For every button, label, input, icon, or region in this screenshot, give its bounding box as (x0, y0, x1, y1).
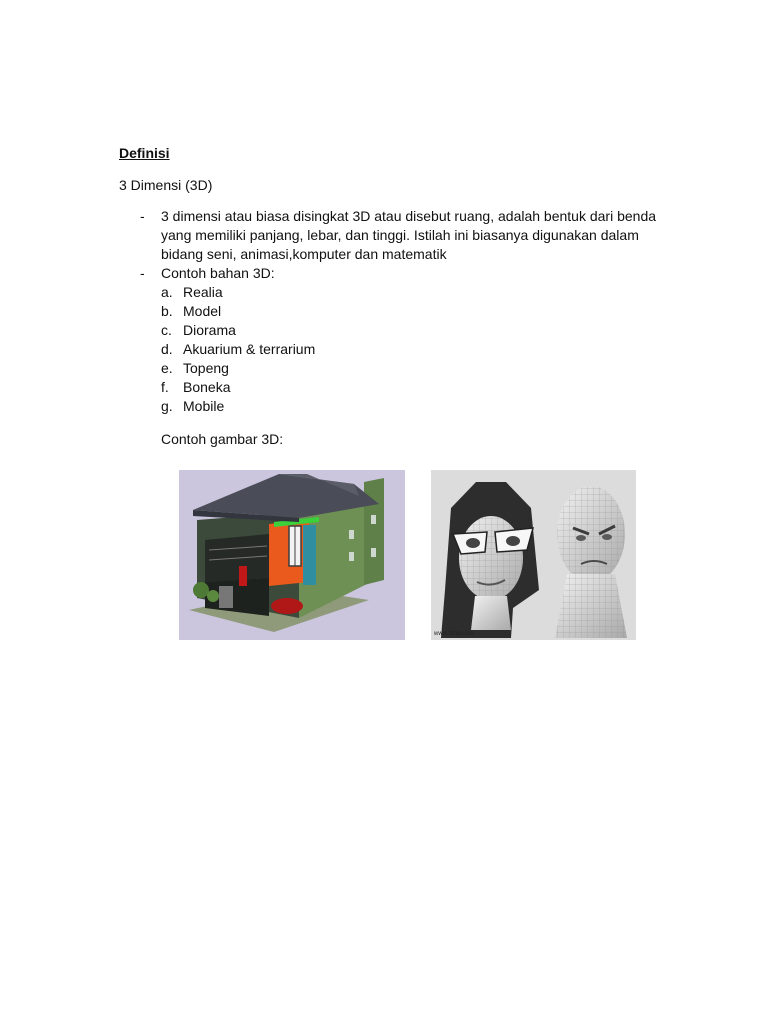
bullet-item (140, 264, 660, 416)
list-item (161, 397, 660, 416)
image-watermark: www.fts3d.com (434, 631, 475, 637)
topic-subheading: 3 Dimensi (3D) (119, 177, 213, 193)
list-label: Realia (183, 284, 223, 300)
bullet-marker: - (140, 208, 145, 224)
list-item (161, 359, 660, 378)
bullet-content (161, 264, 660, 416)
bullet-text: 3 dimensi atau biasa disingkat 3D atau disebut ruang, adalah bentuk dari benda yang memiliki panjang, lebar, dan tinggi. Istilah ini biasanya digunakan dalam bidang seni, animasi,komputer dan matematik (161, 208, 657, 262)
list-letter: c. (161, 322, 172, 338)
list-letter: g. (161, 398, 173, 414)
list-letter: d. (161, 341, 173, 357)
list-item (161, 321, 660, 340)
list-letter: a. (161, 284, 173, 300)
list-label: Diorama (183, 322, 236, 338)
list-label: Boneka (183, 379, 231, 395)
example-label: Contoh gambar 3D: (161, 431, 284, 447)
list-item (161, 302, 660, 321)
list-item (161, 340, 660, 359)
list-label: Topeng (183, 360, 229, 376)
bullet-list (140, 207, 660, 416)
list-letter: b. (161, 303, 173, 319)
house-3d-render-image (179, 470, 405, 640)
list-label: Akuarium & terrarium (183, 341, 316, 357)
list-letter: e. (161, 360, 173, 376)
list-item (161, 283, 660, 302)
bullet-item (140, 207, 660, 264)
materials-list (161, 283, 660, 416)
bullet-marker: - (140, 265, 145, 281)
list-item (161, 378, 660, 397)
definition-heading: Definisi (119, 145, 170, 161)
3d-head-models-image (431, 470, 636, 640)
bullet-text: Contoh bahan 3D: (161, 265, 275, 281)
list-letter: f. (161, 379, 169, 395)
list-label: Mobile (183, 398, 225, 414)
list-label: Model (183, 303, 222, 319)
